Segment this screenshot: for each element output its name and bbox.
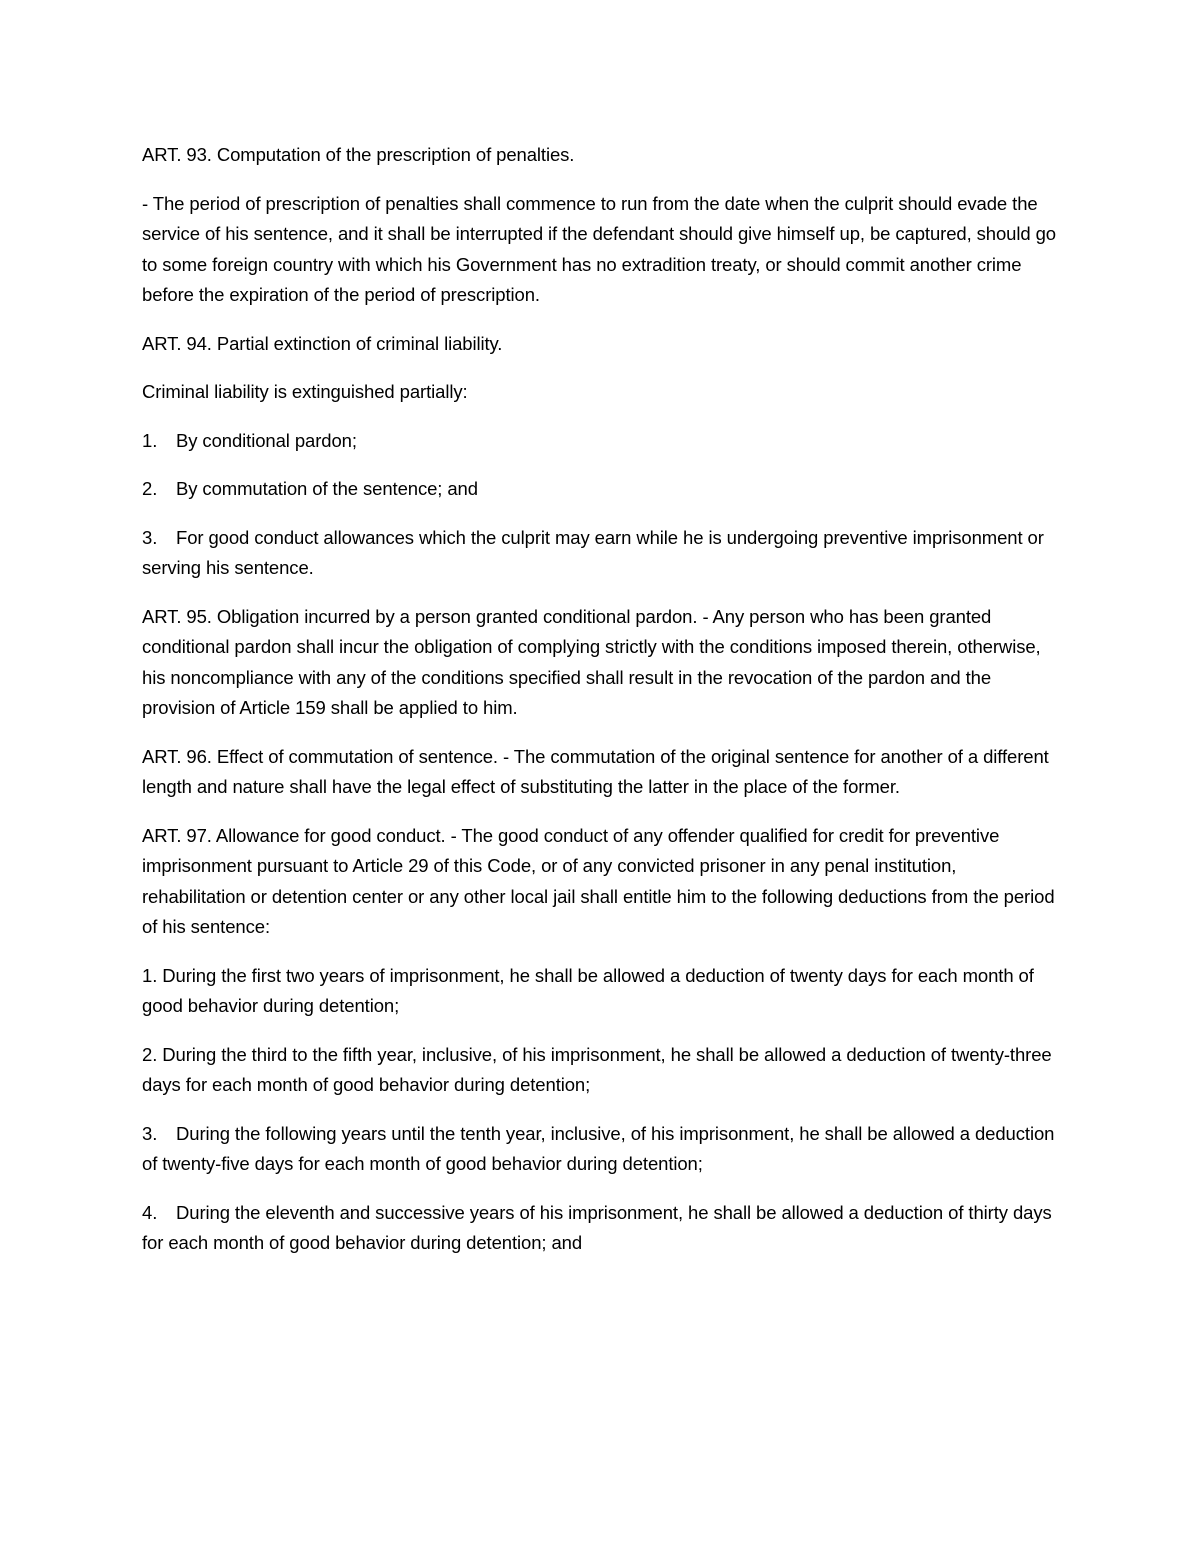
art94-heading: ART. 94. Partial extinction of criminal liability. (142, 332, 503, 354)
item-number: 3. (142, 1122, 158, 1144)
art97-item-3 (142, 1119, 1062, 1180)
art97-item-4 (142, 1198, 1062, 1259)
art93-body: - The period of prescription of penalties shall commence to run from the date when the culprit should evade the service of his sentence, and it shall be interrupted if the defendant should give himself up, be captured, should go to some foreign country with which his Government has no extradition treaty, or should commit another crime before the expiration of the period of prescription. (142, 192, 1056, 305)
art97-item-1 (142, 961, 1062, 1022)
item-number: 2. (142, 1043, 158, 1065)
art97-item-2 (142, 1040, 1062, 1101)
item-number: 1. (142, 429, 158, 451)
item-number: 3. (142, 526, 158, 548)
item-number: 4. (142, 1201, 158, 1223)
art95-paragraph: ART. 95. Obligation incurred by a person granted conditional pardon. - Any person who has been granted conditional pardon shall incur the obligation of complying strictly with the conditions imposed therein, otherwise, his noncompliance with any of the conditions specified shall result in the revocation of the pardon and the provision of Article 159 shall be applied to him. (142, 605, 1041, 718)
item-number: 1. (142, 964, 158, 986)
item-text: By commutation of the sentence; and (176, 478, 478, 499)
art94-item-3 (142, 523, 1062, 584)
art94-item-2 (142, 474, 1062, 505)
document-page (142, 140, 1062, 1277)
item-text: For good conduct allowances which the culprit may earn while he is undergoing preventive imprisonment or serving his sentence. (142, 526, 1044, 578)
art94-item-1 (142, 426, 1062, 457)
item-number: 2. (142, 478, 158, 499)
art96-paragraph: ART. 96. Effect of commutation of sentence. - The commutation of the original sentence for another of a different length and nature shall have the legal effect of substituting the latter in the place of the former. (142, 745, 1049, 797)
art97-paragraph: ART. 97. Allowance for good conduct. - The good conduct of any offender qualified for credit for preventive imprisonment pursuant to Article 29 of this Code, or of any convicted prisoner in any penal institution, rehabilitation or detention center or any other local jail shall entitle him to the following deductions from the period of his sentence: (142, 824, 1055, 937)
item-text: During the eleventh and successive years of his imprisonment, he shall be allowed a deduction of thirty days for each month of good behavior during detention; and (142, 1201, 1052, 1253)
item-text: By conditional pardon; (176, 429, 357, 451)
item-text: During the third to the fifth year, inclusive, of his imprisonment, he shall be allowed a deduction of twenty-three days for each month of good behavior during detention; (142, 1043, 1052, 1095)
art94-intro: Criminal liability is extinguished partially: (142, 381, 468, 402)
art93-heading: ART. 93. Computation of the prescription of penalties. (142, 144, 575, 165)
item-text: During the following years until the tenth year, inclusive, of his imprisonment, he shall be allowed a deduction of twenty-five days for each month of good behavior during detention; (142, 1122, 1055, 1174)
item-text: During the first two years of imprisonment, he shall be allowed a deduction of twenty days for each month of good behavior during detention; (142, 964, 1034, 1016)
